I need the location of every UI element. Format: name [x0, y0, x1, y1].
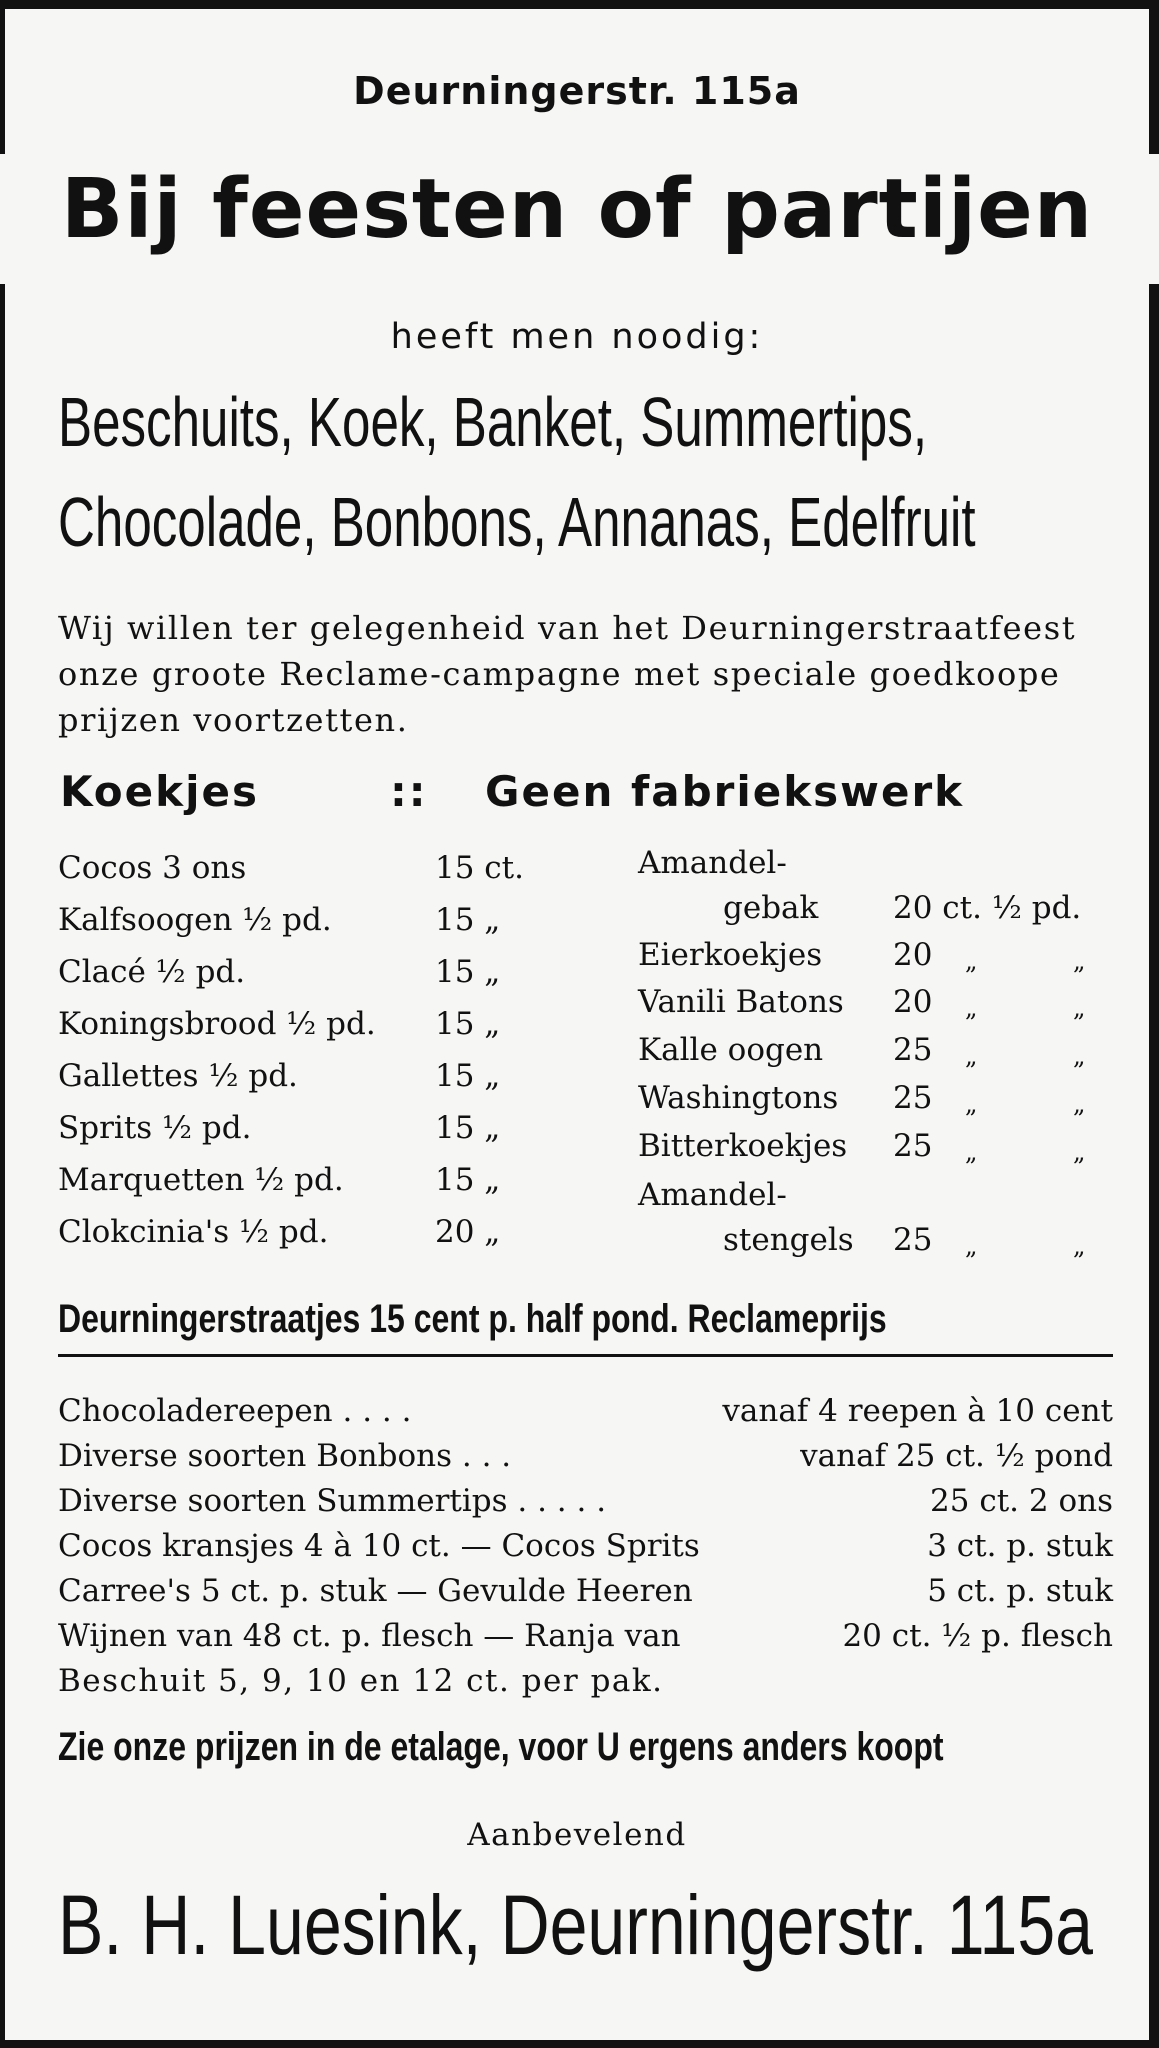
ditto-mark: „ [1073, 1138, 1086, 1166]
list-item-name: Cocos 3 ons [58, 850, 247, 886]
price-row [58, 1479, 1113, 1524]
list-item-name: Koningsbrood ½ pd. [58, 1006, 376, 1042]
list-item-price: 20 [893, 984, 933, 1020]
list-item-price: 15 „ [435, 1006, 501, 1042]
list-item-price: 15 „ [435, 1110, 501, 1146]
price-row-label: Wijnen van 48 ct. p. flesch — Ranja van [58, 1618, 681, 1654]
subheadline: heeft men noodig: [390, 317, 764, 357]
list-item-price: 20 ct. ½ pd. [893, 890, 1082, 926]
list-item-price: 20 [893, 937, 933, 973]
list-item-name: Clacé ½ pd. [58, 954, 246, 990]
price-row-value: vanaf 4 reepen à 10 cent [722, 1393, 1113, 1429]
intro-paragraph: Wij willen ter gelegenheid van het Deurningerstraatfeest onze groote Reclame-campagne met speciale goedkoope prijzen voortzetten. [58, 609, 1077, 739]
price-row [58, 1569, 1113, 1614]
price-row [58, 1524, 1113, 1569]
list-item-price: 20 „ [435, 1214, 501, 1250]
products-line-2: Chocolade, Bonbons, Annanas, Edelfruit [58, 483, 976, 561]
list-item-price: 15 „ [435, 902, 501, 938]
aanbevelend-text: Aanbevelend [467, 1817, 687, 1853]
ditto-mark: „ [1073, 1232, 1086, 1260]
ditto-mark: „ [1073, 1042, 1086, 1070]
list-item-name: Gallettes ½ pd. [58, 1058, 298, 1094]
ditto-mark: „ [1073, 947, 1086, 975]
list-item-name: Kalfsoogen ½ pd. [58, 902, 332, 938]
price-row [58, 1659, 1113, 1704]
list-item-name: Eierkoekjes [638, 937, 823, 973]
list-item-name: Washingtons [638, 1080, 839, 1116]
price-row-label: Carree's 5 ct. p. stuk — Gevulde Heeren [58, 1573, 693, 1609]
products-line-1: Beschuits, Koek, Banket, Summertips, [58, 383, 928, 461]
price-row-label: Chocoladereepen . . . . [58, 1393, 412, 1429]
list-item-price: 15 „ [435, 1162, 501, 1198]
price-row-value: 3 ct. p. stuk [927, 1528, 1113, 1564]
list-item-name: Sprits ½ pd. [58, 1110, 252, 1146]
list-item-price: 25 [893, 1128, 933, 1164]
price-row [58, 1389, 1113, 1434]
reclame-bar-text: Deurningerstraatjes 15 cent p. half pond. Reclameprijs [58, 1297, 887, 1341]
list-item-name: Amandel- [638, 1177, 787, 1213]
ditto-mark: „ [965, 994, 978, 1022]
list-item-name: Kalle oogen [638, 1032, 824, 1068]
ditto-mark: „ [1073, 1090, 1086, 1118]
price-row [58, 1434, 1113, 1479]
price-row-label: Diverse soorten Bonbons . . . [58, 1438, 512, 1474]
ditto-mark: „ [965, 1138, 978, 1166]
fabriekswerk-heading: Geen fabriekswerk [485, 767, 965, 816]
headline: Bij feesten of partijen [60, 162, 1094, 257]
list-item-name: gebak [723, 890, 819, 926]
divider [58, 1354, 1113, 1357]
ditto-mark: „ [965, 1042, 978, 1070]
price-row-value: 5 ct. p. stuk [927, 1573, 1113, 1609]
list-item-price: 15 ct. [435, 850, 524, 886]
etalage-notice: Zie onze prijzen in de etalage, voor U ergens anders koopt [58, 1725, 944, 1769]
list-item-name: Vanili Batons [638, 984, 844, 1020]
price-row-label: Cocos kransjes 4 à 10 ct. — Cocos Sprits [58, 1528, 700, 1564]
ditto-mark: „ [965, 947, 978, 975]
list-item-name: Clokcinia's ½ pd. [58, 1214, 329, 1250]
list-item-price: 15 „ [435, 954, 501, 990]
list-item-name: stengels [723, 1222, 854, 1258]
ditto-mark: „ [965, 1232, 978, 1260]
list-item-name: Marquetten ½ pd. [58, 1162, 344, 1198]
price-list [58, 1389, 1113, 1704]
koekjes-separator: :: [390, 767, 428, 816]
beschuit-line: Beschuit 5, 9, 10 en 12 ct. per pak. [58, 1663, 664, 1699]
list-item-price: 25 [893, 1032, 933, 1068]
price-row-label: Diverse soorten Summertips . . . . . [58, 1483, 607, 1519]
koekjes-heading: Koekjes [60, 767, 259, 816]
price-row [58, 1614, 1113, 1659]
list-item-price: 15 „ [435, 1058, 501, 1094]
list-item-price: 25 [893, 1222, 933, 1258]
list-item-name: Bitterkoekjes [638, 1128, 848, 1164]
list-item-price: 25 [893, 1080, 933, 1116]
shop-signature: B. H. Luesink, Deurningerstr. 115a [58, 1878, 1094, 1972]
price-row-value: 20 ct. ½ p. flesch [842, 1618, 1113, 1654]
ditto-mark: „ [965, 1090, 978, 1118]
ditto-mark: „ [1073, 994, 1086, 1022]
list-item-name: Amandel- [638, 845, 787, 881]
price-row-value: 25 ct. 2 ons [930, 1483, 1113, 1519]
address-top: Deurningerstr. 115a [353, 69, 801, 113]
price-row-value: vanaf 25 ct. ½ pond [800, 1438, 1113, 1474]
